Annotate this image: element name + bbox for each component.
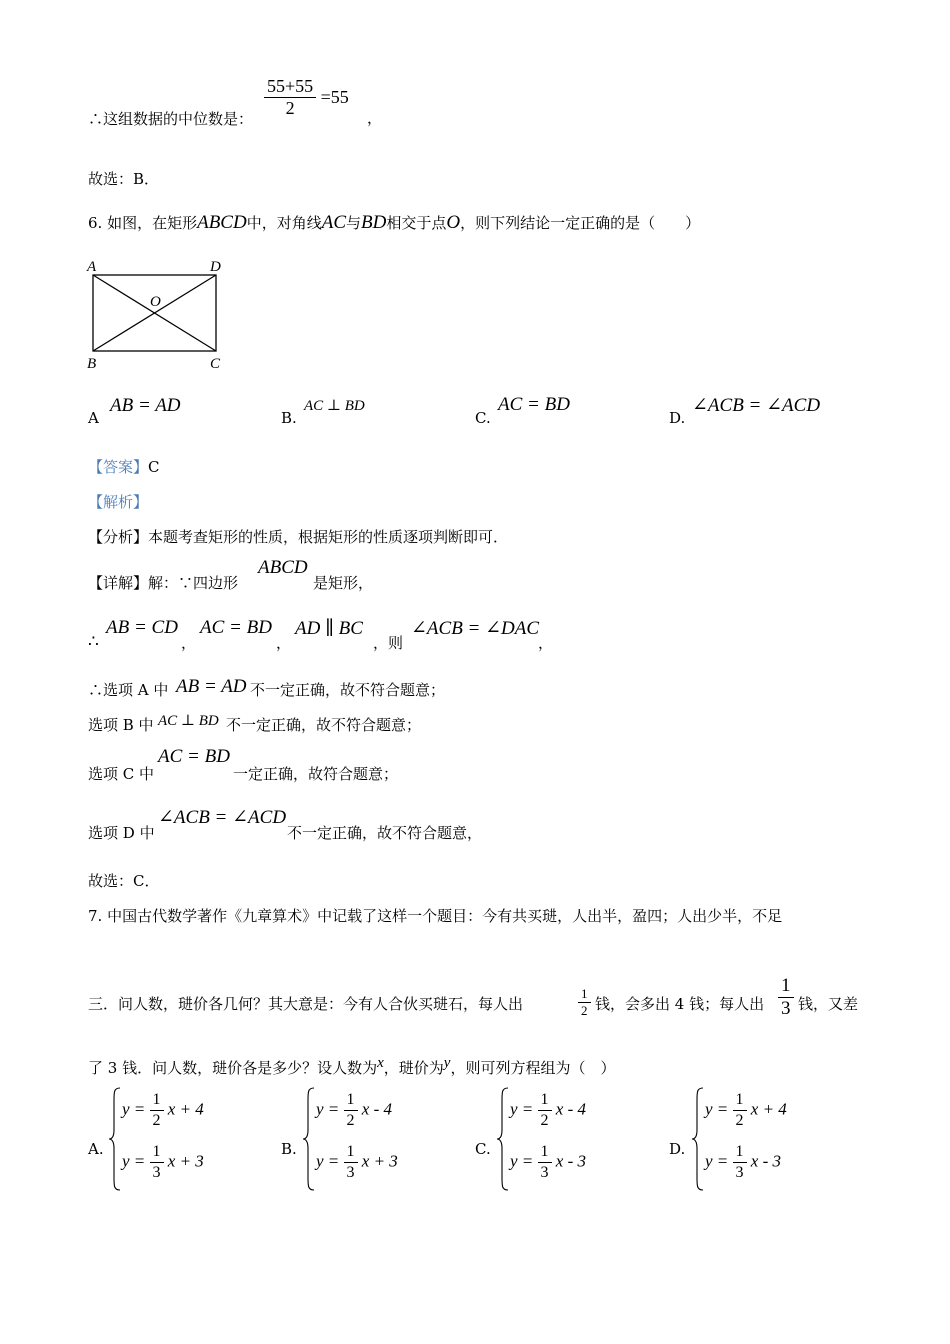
vertex-label-a: A xyxy=(87,259,97,275)
fact-sep-1: ， xyxy=(181,634,197,652)
judge-b-math: AC ⊥ BD xyxy=(158,713,219,729)
median-prefix: ∴这组数据的中位数是： xyxy=(88,110,254,128)
median-frac-num: 55+55 xyxy=(267,76,314,96)
median-frac-den: 2 xyxy=(264,97,316,119)
fact-sep-2: ， xyxy=(276,634,292,652)
brace-icon xyxy=(108,1086,122,1192)
fact-ad-parallel-bc: AD ∥ BC xyxy=(295,618,363,639)
q6-option-b-math: AC ⊥ BD xyxy=(304,398,365,414)
detail-suffix: 是矩形， xyxy=(313,574,374,592)
judge-a-math: AB = AD xyxy=(176,676,247,697)
judge-c-math: AC = BD xyxy=(158,746,230,767)
judge-c-suffix: 一定正确，故符合题意； xyxy=(233,765,399,783)
q6-option-c-letter: C. xyxy=(475,409,491,427)
answer-tag: 【答案】 xyxy=(88,458,149,476)
analysis-summary: 【分析】本题考查矩形的性质，根据矩形的性质逐项判断即可． xyxy=(88,528,509,546)
fact-then: ，则 xyxy=(373,634,404,652)
judge-d-suffix: 不一定正确，故不符合题意， xyxy=(287,824,483,842)
q7-option-a-system: y = $\frac{1}{2}$ x + 4 y = $\frac{1}{3}$ x + 3 xyxy=(108,1086,228,1192)
fact-angle: ∠ACB = ∠DAC xyxy=(411,618,540,639)
q6-option-b-letter: B. xyxy=(281,409,297,427)
q7-option-c-system: y = $\frac{1}{2}$ x - 4 y = $\frac{1}{3}$ x - 3 xyxy=(496,1086,616,1192)
q6-option-d-math: ∠ACB = ∠ACD xyxy=(692,395,821,416)
judge-a-prefix: ∴选项 A 中 xyxy=(88,681,169,699)
vertex-label-b: B xyxy=(87,356,97,372)
q7-line-2c: 钱，又差 xyxy=(798,995,859,1013)
fact-ab-cd: AB = CD xyxy=(106,617,178,638)
q7-line-1: 7. 中国古代数学著作《九章算术》中记载了这样一个题目：今有共买琎，人出半，盈四；人出少半，不足 xyxy=(88,907,783,925)
q7-option-c-letter: C. xyxy=(475,1140,491,1158)
median-tail: ， xyxy=(367,109,383,127)
median-result: =55 xyxy=(320,87,349,107)
q7-option-b-system: y = $\frac{1}{2}$ x - 4 y = $\frac{1}{3}$ x + 3 xyxy=(302,1086,422,1192)
therefore-symbol: ∴ xyxy=(88,632,99,652)
center-label-o: O xyxy=(150,294,161,310)
judge-c-prefix: 选项 C 中 xyxy=(88,765,155,783)
q6-option-c-math: AC = BD xyxy=(498,394,570,415)
judge-d-prefix: 选项 D 中 xyxy=(88,824,155,842)
judge-b-suffix: 不一定正确，故不符合题意； xyxy=(226,716,422,734)
brace-icon xyxy=(302,1086,316,1192)
answer-line xyxy=(88,456,160,477)
q6-option-a-math: AB = AD xyxy=(110,395,181,416)
q7-half-fraction: $\frac{1}{2}$ xyxy=(578,986,591,1019)
var-y: y xyxy=(443,1055,451,1071)
q6-final-answer: 故选：C． xyxy=(88,872,160,890)
median-fraction xyxy=(264,76,349,119)
q6-option-d-letter: D. xyxy=(669,409,686,427)
judge-a-suffix: 不一定正确，故不符合题意； xyxy=(250,681,446,699)
judge-d-math: ∠ACB = ∠ACD xyxy=(158,807,287,828)
q7-line-2a: 三．问人数，琎价各几何？其大意是：今有人合伙买琎石，每人出 xyxy=(88,995,524,1013)
q6-option-a-letter: A xyxy=(88,409,99,427)
detail-prefix: 【详解】解：∵四边形 xyxy=(88,574,239,592)
brace-icon xyxy=(496,1086,510,1192)
rectangle-figure xyxy=(84,254,234,374)
q7-option-d-letter: D. xyxy=(669,1140,686,1158)
vertex-label-d: D xyxy=(210,259,221,275)
q7-option-d-system: y = $\frac{1}{2}$ x + 4 y = $\frac{1}{3}$ x - 3 xyxy=(691,1086,811,1192)
judge-b-prefix: 选项 B 中 xyxy=(88,716,154,734)
detail-rect: ABCD xyxy=(258,557,308,578)
answer-value: C xyxy=(148,458,160,476)
fact-sep-3: ， xyxy=(538,634,554,652)
q7-option-b-letter: B. xyxy=(281,1140,297,1158)
q7-option-a-letter: A. xyxy=(88,1140,104,1158)
q7-line-2b: 钱，会多出 4 钱；每人出 xyxy=(595,995,765,1013)
q7-third-fraction: $\frac{1}{3}$ xyxy=(778,975,794,1020)
previous-answer: 故选：B． xyxy=(88,170,160,188)
analysis-tag: 【解析】 xyxy=(88,493,149,511)
vertex-label-c: C xyxy=(210,356,221,372)
var-x: x xyxy=(377,1055,384,1071)
q7-line-3: 了 3 钱．问人数，琎价各是多少？设人数为x，琎价为y，则可列方程组为（ ） xyxy=(88,1055,616,1077)
fact-ac-bd: AC = BD xyxy=(200,617,272,638)
q6-stem: 6. 如图，在矩形ABCD中，对角线AC与BD相交于点O，则下列结论一定正确的是（ ） xyxy=(88,212,701,233)
brace-icon xyxy=(691,1086,705,1192)
